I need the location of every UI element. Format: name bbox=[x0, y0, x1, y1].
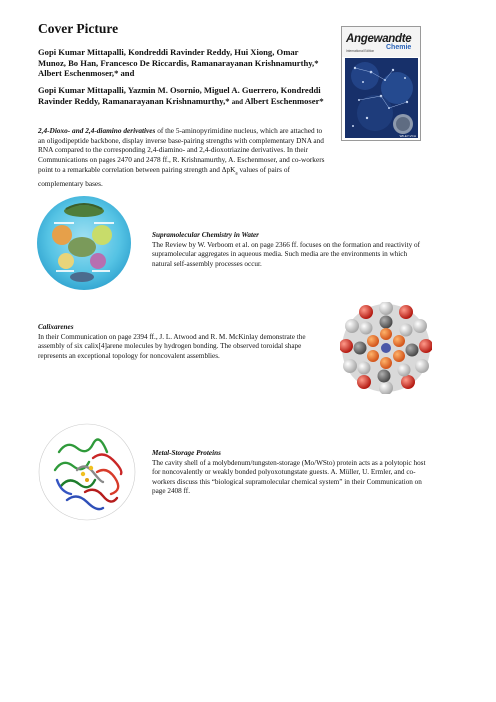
item-text: The Review by W. Verboom et al. on page 2366 ff. focuses on the formation and reactivity of supramolecular aggregates in aqueous media. Such media are the environments in which natural self-assembly processes occur. bbox=[152, 240, 420, 268]
item-title: Supramolecular Chemistry in Water bbox=[152, 231, 259, 239]
author-list-2-and: and bbox=[231, 97, 244, 106]
cover-artwork bbox=[345, 58, 418, 138]
description-body: of the 5-aminopyrimidine nucleus, which are attached to an oligodipeptide backbone, display inverse base-pairing strengths with complementary DNA and RNA compared to the corresponding 2,4-diamino- and 2,4-dioxotriazine derivatives. In their Communications on pages 2470 and 2478 ff., R. Krishnamurthy, A. Eschenmoser, and co-workers point to a remarkable correlation between pairing strength and ΔpK bbox=[38, 126, 325, 174]
item-title: Calixarenes bbox=[38, 323, 74, 331]
author-list-2-last: Albert Eschenmoser* bbox=[244, 95, 324, 106]
cover-title: Angewandte bbox=[346, 33, 412, 45]
cover-subtitle: International Edition bbox=[346, 49, 375, 53]
item-calixarenes bbox=[38, 323, 328, 361]
item-title: Metal-Storage Proteins bbox=[152, 449, 221, 457]
calixarene-figure bbox=[340, 302, 432, 394]
cover-title-chemie: Chemie bbox=[386, 44, 412, 51]
cover-description bbox=[38, 126, 330, 189]
protein-figure bbox=[37, 422, 137, 522]
description-title: 2,4-Dioxo- and 2,4-diamino derivatives bbox=[38, 126, 156, 135]
author-list-2-main: Gopi Kumar Mittapalli, Yazmin M. Osornio, Miguel A. Guerrero, Kondreddi Ravinder Reddy, Ramanarayanan Krishnamurthy,* bbox=[38, 85, 321, 106]
author-list-1: Gopi Kumar Mittapalli, Kondreddi Ravinder Reddy, Hui Xiong, Omar Munoz, Bo Han, Francesco De Riccardis, Ramanarayanan Krishnamurthy,* Albert Eschenmoser,* and bbox=[38, 47, 319, 79]
cover-publisher: WILEY-VCH bbox=[399, 134, 416, 138]
item-text: In their Communication on page 2394 ff., J. L. Atwood and R. M. McKinlay demonstrate the assembly of six calix[4]arene molecules by hydrogen bonding. The observed toroidal shape represents an exceptional topology for noncovalent assemblies. bbox=[38, 332, 306, 360]
item-metal-storage-proteins bbox=[152, 449, 427, 497]
author-list-2 bbox=[38, 85, 328, 107]
page-title: Cover Picture bbox=[38, 21, 119, 36]
description-end: values of pairs of complementary bases. bbox=[38, 164, 290, 188]
description-subscript: a bbox=[235, 171, 238, 177]
water-chemistry-figure bbox=[36, 195, 132, 291]
journal-cover-image bbox=[341, 26, 421, 141]
item-text: The cavity shell of a molybdenum/tungsten-storage (Mo/WSto) protein acts as a polytopic host for noncovalently or weakly bonded polyoxotungstate guests. A. Müller, U. Ermler, and co-workers discuss this “biological supramolecular chemical system” in their Communication on page 2408 ff. bbox=[152, 458, 426, 495]
item-water-chemistry bbox=[152, 231, 427, 269]
